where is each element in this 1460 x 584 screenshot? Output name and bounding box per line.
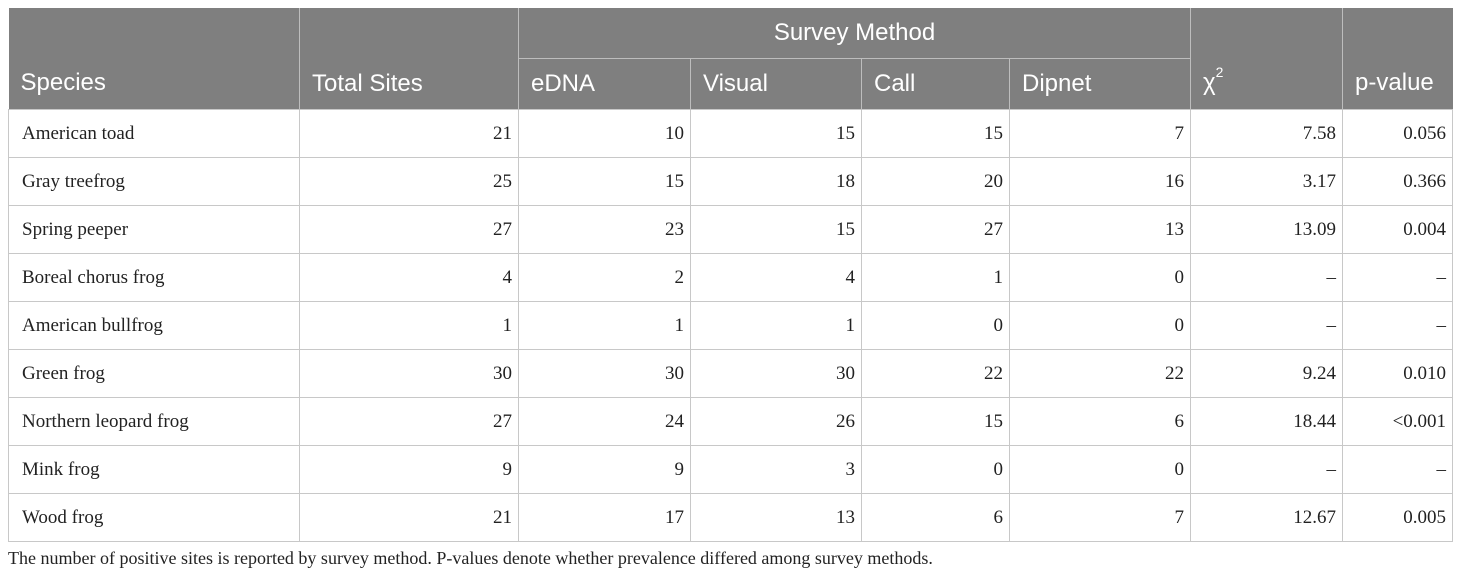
cell-chi2: –: [1191, 446, 1343, 494]
table-caption: The number of positive sites is reported by survey method. P-values denote whether prevalence differed among survey methods.: [8, 548, 933, 568]
cell-edna: 15: [519, 158, 691, 206]
table-row: [9, 350, 1453, 398]
cell-chi2: 7.58: [1191, 110, 1343, 158]
cell-chi2: –: [1191, 254, 1343, 302]
cell-call: 1: [862, 254, 1010, 302]
cell-chi2: 13.09: [1191, 206, 1343, 254]
cell-p-value: <0.001: [1343, 398, 1453, 446]
cell-total: 1: [300, 302, 519, 350]
cell-call: 15: [862, 398, 1010, 446]
cell-call: 20: [862, 158, 1010, 206]
cell-p-value: 0.004: [1343, 206, 1453, 254]
cell-species: Wood frog: [9, 494, 300, 542]
table-row: [9, 302, 1453, 350]
table-row: [9, 494, 1453, 542]
cell-species: American toad: [9, 110, 300, 158]
cell-visual: 3: [691, 446, 862, 494]
table-row: [9, 446, 1453, 494]
header-method-visual: Visual: [691, 59, 862, 110]
cell-edna: 9: [519, 446, 691, 494]
header-chi-square: $\chi^2$: [1191, 8, 1343, 110]
cell-species: Green frog: [9, 350, 300, 398]
cell-p-value: 0.366: [1343, 158, 1453, 206]
cell-visual: 15: [691, 110, 862, 158]
cell-total: 9: [300, 446, 519, 494]
table-row: [9, 254, 1453, 302]
table-row: [9, 398, 1453, 446]
header-total-sites: Total Sites: [300, 59, 519, 110]
cell-edna: 30: [519, 350, 691, 398]
cell-call: 6: [862, 494, 1010, 542]
cell-call: 15: [862, 110, 1010, 158]
cell-dipnet: 7: [1010, 494, 1191, 542]
cell-chi2: 3.17: [1191, 158, 1343, 206]
cell-p-value: –: [1343, 446, 1453, 494]
table-row: [9, 110, 1453, 158]
cell-visual: 1: [691, 302, 862, 350]
cell-species: Northern leopard frog: [9, 398, 300, 446]
cell-chi2: –: [1191, 302, 1343, 350]
table-row: [9, 206, 1453, 254]
cell-p-value: 0.005: [1343, 494, 1453, 542]
cell-visual: 13: [691, 494, 862, 542]
cell-species: Gray treefrog: [9, 158, 300, 206]
cell-chi2: 12.67: [1191, 494, 1343, 542]
cell-total: 4: [300, 254, 519, 302]
cell-species: Boreal chorus frog: [9, 254, 300, 302]
cell-call: 0: [862, 302, 1010, 350]
cell-dipnet: 0: [1010, 254, 1191, 302]
cell-species: Spring peeper: [9, 206, 300, 254]
cell-visual: 26: [691, 398, 862, 446]
cell-call: 27: [862, 206, 1010, 254]
header-survey-method: Survey Method: [519, 8, 1191, 59]
table-row: [9, 158, 1453, 206]
cell-edna: 17: [519, 494, 691, 542]
cell-total: 30: [300, 350, 519, 398]
cell-p-value: 0.010: [1343, 350, 1453, 398]
cell-visual: 30: [691, 350, 862, 398]
cell-dipnet: 6: [1010, 398, 1191, 446]
header-total-top: [300, 8, 519, 59]
table-container: [8, 8, 1452, 569]
cell-edna: 10: [519, 110, 691, 158]
cell-p-value: –: [1343, 302, 1453, 350]
cell-total: 21: [300, 110, 519, 158]
species-survey-table: [8, 8, 1453, 542]
cell-call: 0: [862, 446, 1010, 494]
cell-dipnet: 0: [1010, 446, 1191, 494]
cell-p-value: –: [1343, 254, 1453, 302]
cell-dipnet: 7: [1010, 110, 1191, 158]
header-method-dipnet: Dipnet: [1010, 59, 1191, 110]
cell-call: 22: [862, 350, 1010, 398]
cell-edna: 23: [519, 206, 691, 254]
cell-visual: 18: [691, 158, 862, 206]
cell-visual: 15: [691, 206, 862, 254]
cell-chi2: 18.44: [1191, 398, 1343, 446]
cell-total: 21: [300, 494, 519, 542]
header-method-edna: eDNA: [519, 59, 691, 110]
cell-total: 27: [300, 206, 519, 254]
cell-dipnet: 13: [1010, 206, 1191, 254]
cell-total: 25: [300, 158, 519, 206]
cell-species: American bullfrog: [9, 302, 300, 350]
cell-p-value: 0.056: [1343, 110, 1453, 158]
cell-chi2: 9.24: [1191, 350, 1343, 398]
cell-species: Mink frog: [9, 446, 300, 494]
header-species: Species: [9, 8, 300, 110]
cell-edna: 2: [519, 254, 691, 302]
cell-edna: 24: [519, 398, 691, 446]
cell-total: 27: [300, 398, 519, 446]
cell-dipnet: 0: [1010, 302, 1191, 350]
header-method-call: Call: [862, 59, 1010, 110]
cell-visual: 4: [691, 254, 862, 302]
cell-dipnet: 22: [1010, 350, 1191, 398]
cell-dipnet: 16: [1010, 158, 1191, 206]
header-p-value: p-value: [1343, 8, 1453, 110]
cell-edna: 1: [519, 302, 691, 350]
